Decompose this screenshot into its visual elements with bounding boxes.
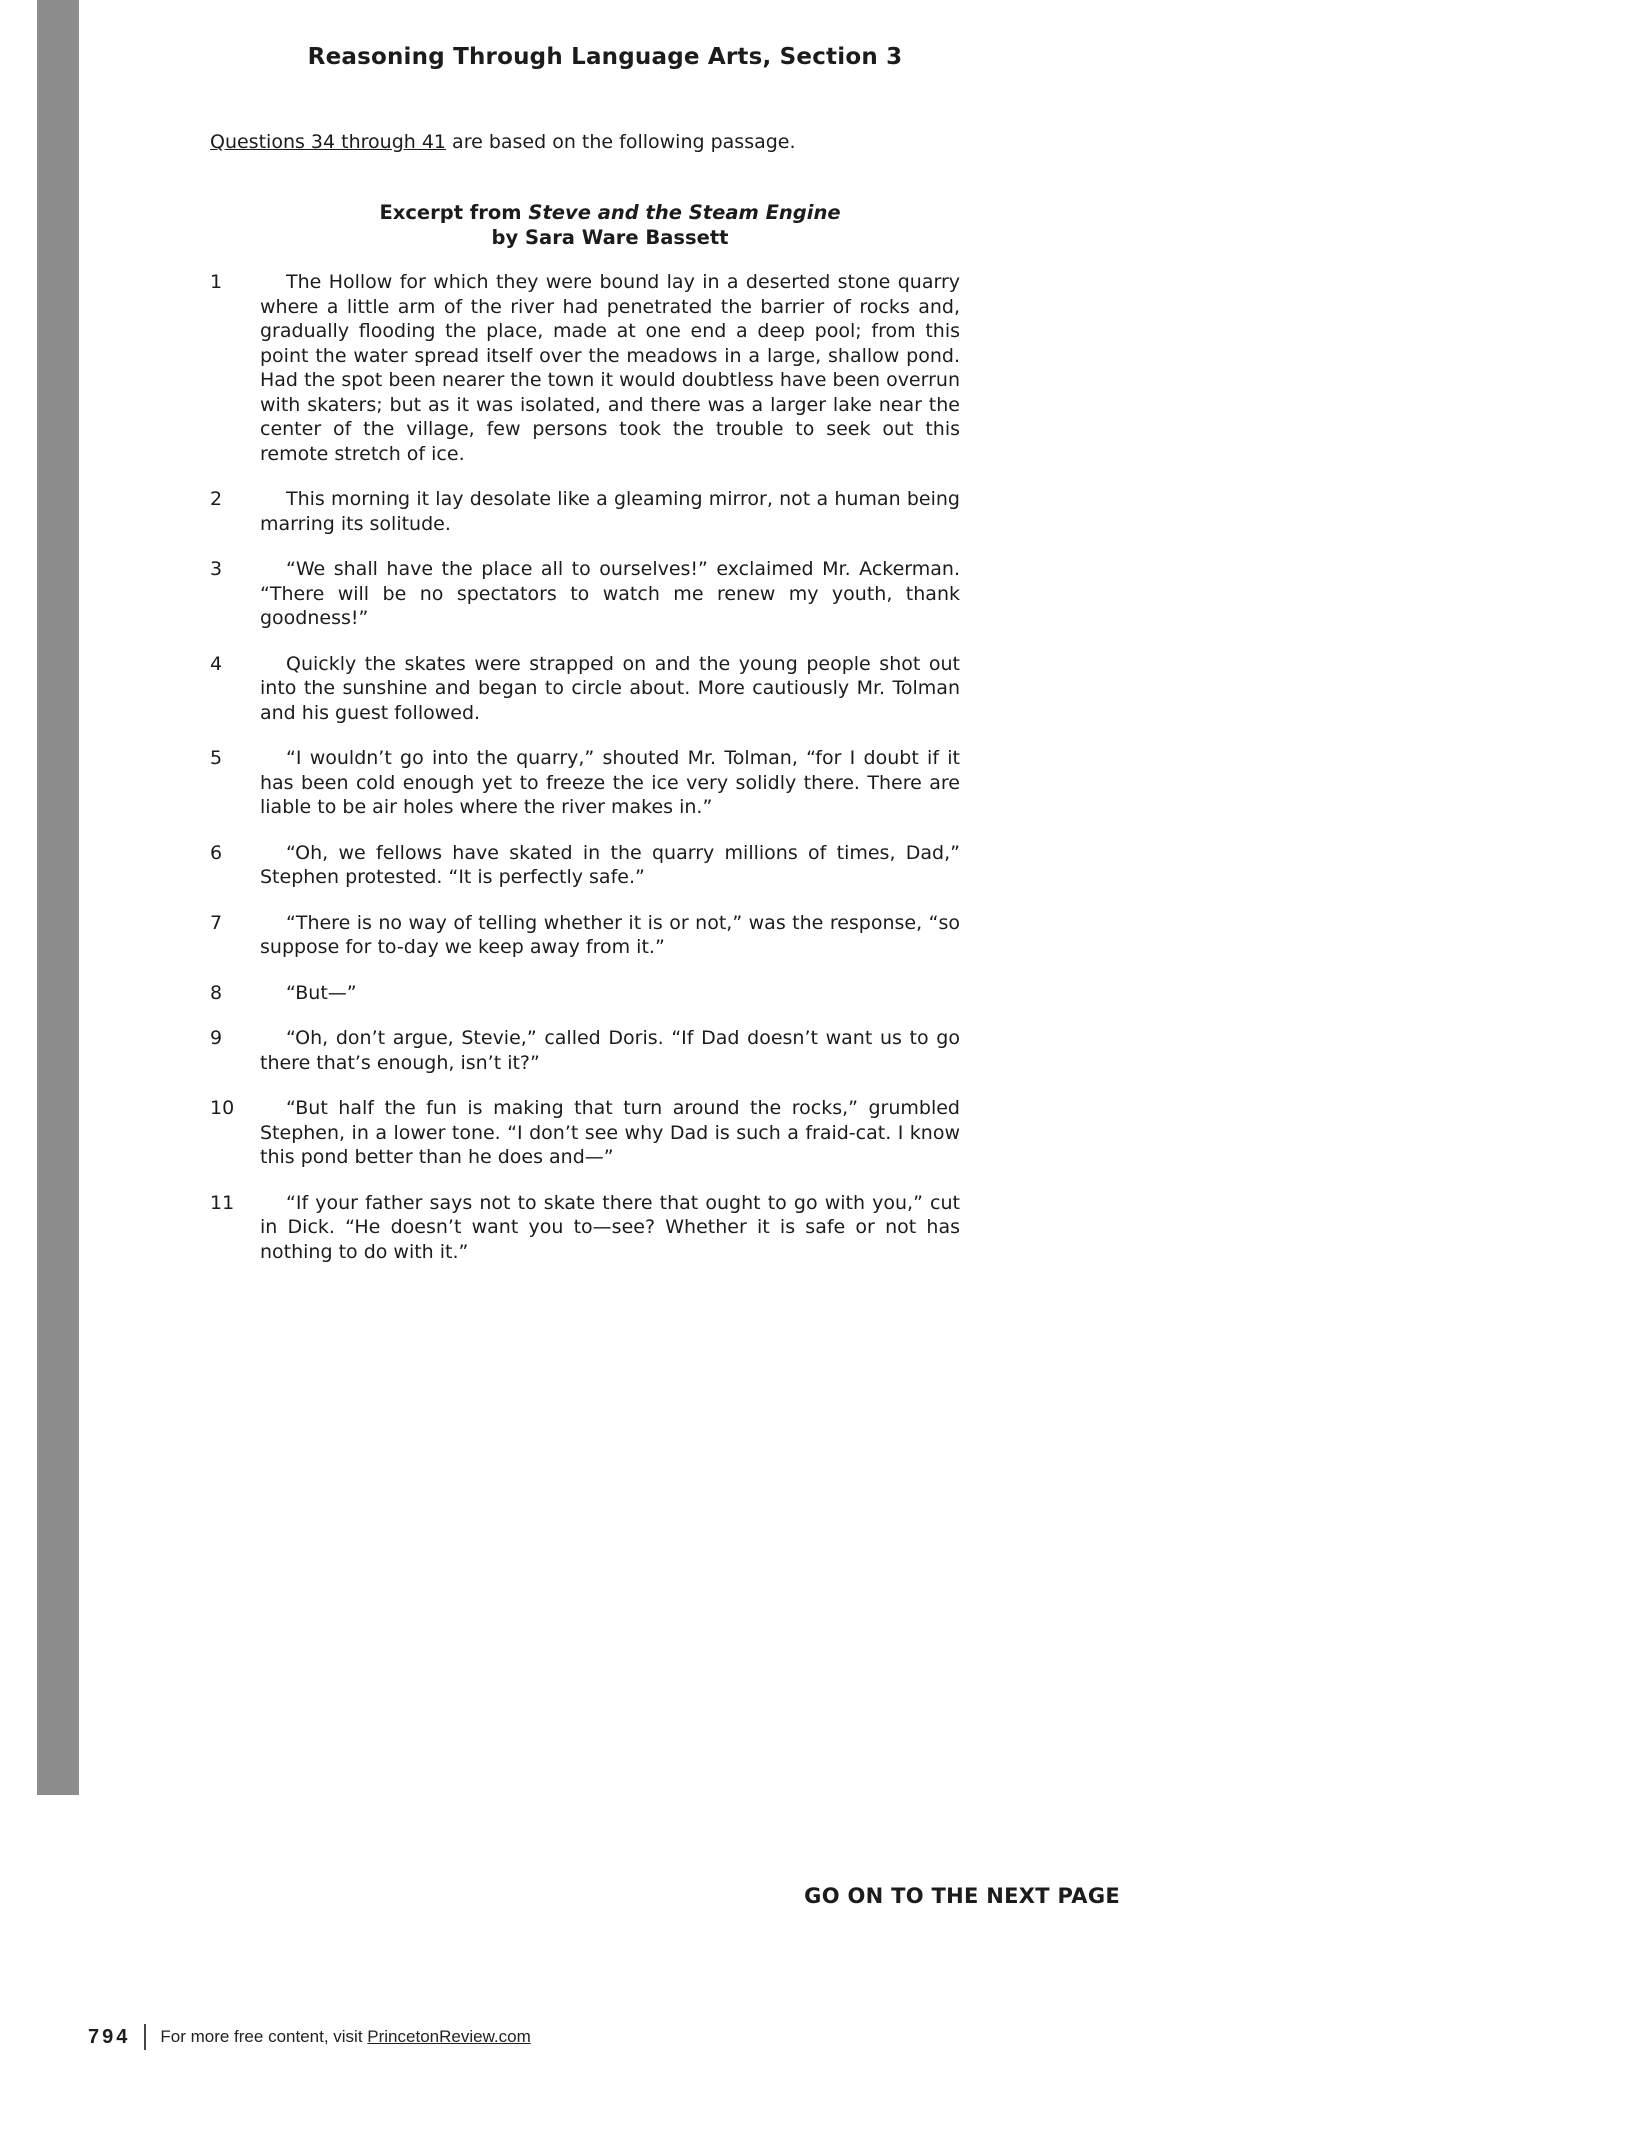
paragraph-number: 11 [210, 1191, 235, 1214]
paragraph-number: 7 [210, 911, 223, 934]
passage-body [210, 270, 960, 1285]
paragraph-text: “We shall have the place all to ourselves!” exclaimed Mr. Ackerman. “There will be no spectators to watch me renew my youth, thank goodness!” [260, 558, 960, 629]
passage-paragraph [210, 981, 960, 1006]
paragraph-number: 3 [210, 558, 223, 580]
princeton-review-link[interactable]: PrincetonReview.com [367, 2027, 531, 2046]
page-footer [88, 2024, 531, 2050]
passage-paragraph [210, 911, 960, 960]
page-edge-bar [37, 0, 79, 1795]
paragraph-number: 6 [210, 841, 223, 864]
section-title: Reasoning Through Language Arts, Section 3 [307, 44, 903, 70]
passage-paragraph [210, 557, 960, 631]
paragraph-text: The Hollow for which they were bound lay in a deserted stone quarry where a little arm of the river had penetrated the barrier of rocks and, gradually flooding the place, made at one end a deep pool; from this point the water spread itself over the meadows in a large, shallow pond. Had the spot been nearer the town it would doubtless have been overrun with skaters; but as it was isolated, and there was a larger lake near the center of the village, few persons took the trouble to seek out this remote stretch of ice. [260, 271, 960, 465]
passage-paragraph [210, 1096, 960, 1170]
footer-note [160, 2027, 530, 2047]
passage-paragraph [210, 746, 960, 820]
paragraph-number: 8 [210, 981, 223, 1004]
go-on-instruction: GO ON TO THE NEXT PAGE [804, 1884, 1120, 1908]
book-title: Steve and the Steam Engine [528, 201, 841, 224]
page-number: 794 [88, 2025, 131, 2048]
question-range: Questions 34 through 41 [210, 131, 447, 153]
passage-intro [210, 131, 1030, 153]
passage-heading [260, 200, 960, 250]
paragraph-text: “But—” [286, 981, 357, 1004]
heading-byline: by Sara Ware Bassett [491, 226, 729, 249]
paragraph-text: “I wouldn’t go into the quarry,” shouted Mr. Tolman, “for I doubt if it has been cold enough yet to freeze the ice very solidly there. There are liable to be air holes where the river makes in.” [260, 747, 960, 818]
paragraph-text: This morning it lay desolate like a gleaming mirror, not a human being marring its solitude. [260, 488, 960, 535]
paragraph-text: “If your father says not to skate there that ought to go with you,” cut in Dick. “He doesn’t want you to—see? Whether it is safe or not has nothing to do with it.” [260, 1191, 960, 1263]
passage-paragraph [210, 652, 960, 726]
passage-paragraph [210, 487, 960, 536]
paragraph-number: 9 [210, 1027, 223, 1049]
passage-paragraph [210, 1191, 960, 1265]
paragraph-text: “Oh, don’t argue, Stevie,” called Doris. “If Dad doesn’t want us to go there that’s enough, isn’t it?” [260, 1027, 960, 1074]
heading-prefix: Excerpt from [379, 201, 529, 224]
paragraph-text: “But half the fun is making that turn around the rocks,” grumbled Stephen, in a lower tone. “I don’t see why Dad is such a fraid-cat. I know this pond better than he does and—” [260, 1097, 960, 1168]
paragraph-text: Quickly the skates were strapped on and the young people shot out into the sunshine and began to circle about. More cautiously Mr. Tolman and his guest followed. [260, 652, 960, 724]
paragraph-number: 2 [210, 488, 223, 510]
paragraph-text: “There is no way of telling whether it is or not,” was the response, “so suppose for to-day we keep away from it.” [260, 911, 960, 958]
paragraph-number: 10 [210, 1097, 235, 1119]
paragraph-number: 4 [210, 652, 223, 675]
paragraph-text: “Oh, we fellows have skated in the quarry millions of times, Dad,” Stephen protested. “It is perfectly safe.” [260, 841, 960, 888]
paragraph-number: 1 [210, 271, 223, 293]
intro-rest: are based on the following passage. [446, 131, 796, 153]
passage-paragraph [210, 841, 960, 890]
passage-paragraph [210, 270, 960, 466]
paragraph-number: 5 [210, 747, 223, 769]
footer-divider [144, 2024, 146, 2050]
passage-paragraph [210, 1026, 960, 1075]
footer-note-text: For more free content, visit [160, 2027, 368, 2046]
